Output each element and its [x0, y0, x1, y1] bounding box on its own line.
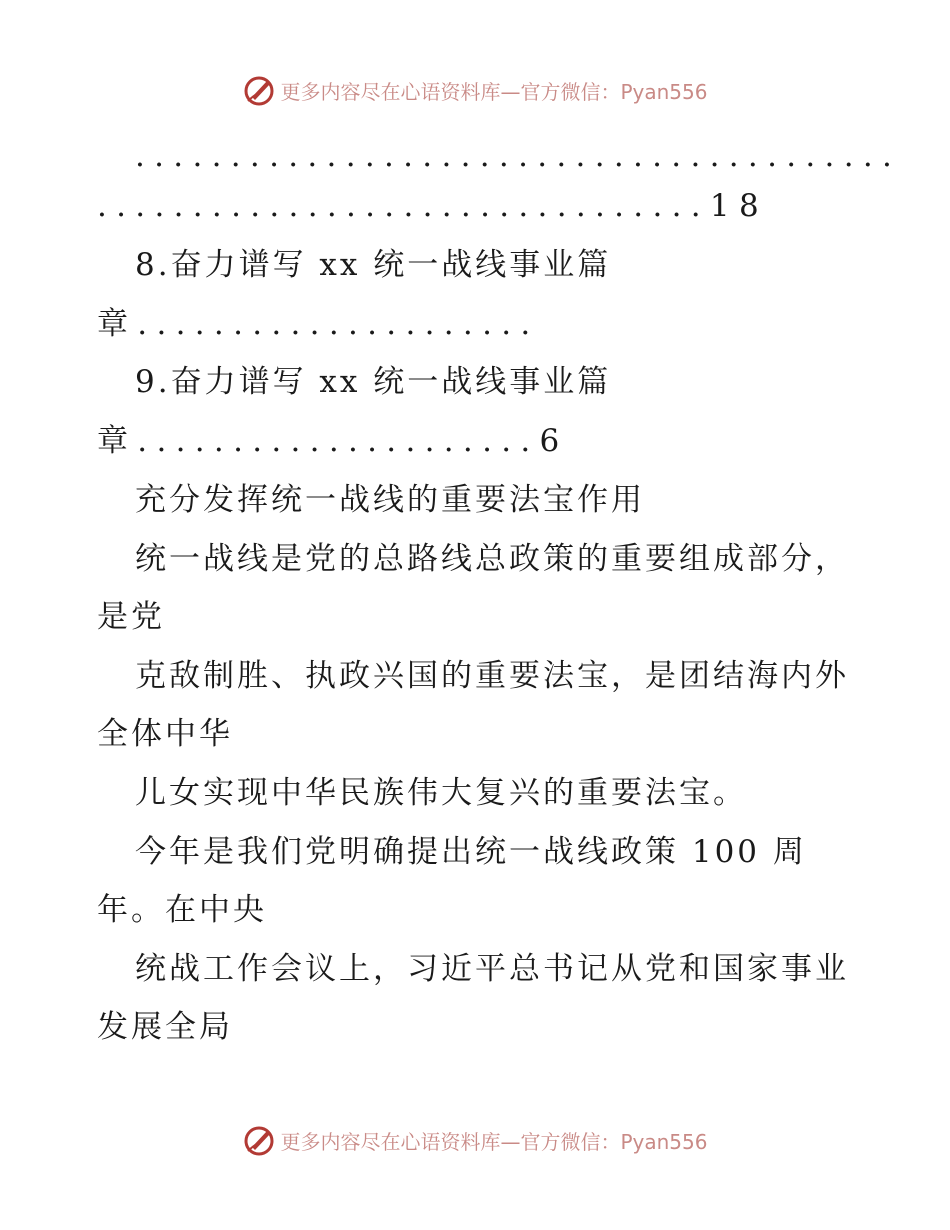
- paragraph-line: 克敌制胜、执政兴国的重要法宝，是团结海内外: [135, 658, 849, 694]
- section-heading: 充分发挥统一战线的重要法宝作用: [135, 482, 645, 518]
- footer-promo-text: 更多内容尽在心语资料库—官方微信：Pyan556: [280, 1129, 708, 1154]
- toc-dot-leader-page: ................................18: [97, 188, 768, 224]
- toc-entry-9: 9.奋力谱写 xx 统一战线事业篇: [135, 364, 612, 400]
- paragraph-line: 统战工作会议上，习近平总书记从党和国家事业: [135, 951, 849, 987]
- paragraph-line: 今年是我们党明确提出统一战线政策 100 周: [135, 834, 807, 870]
- toc-entry-8-leader: 章.....................: [97, 306, 540, 342]
- paragraph-line: 发展全局: [97, 1009, 233, 1045]
- paragraph-line: 儿女实现中华民族伟大复兴的重要法宝。: [135, 775, 747, 811]
- toc-dot-leader-line: ........................................: [135, 138, 902, 174]
- footer-banner: [0, 1120, 950, 1160]
- header-promo-text: 更多内容尽在心语资料库—官方微信：Pyan556: [280, 79, 708, 104]
- paragraph-line: 统一战线是党的总路线总政策的重要组成部分，: [135, 541, 849, 577]
- pen-logo-icon: [242, 1123, 276, 1157]
- header-banner: [0, 70, 950, 110]
- toc-entry-8: 8.奋力谱写 xx 统一战线事业篇: [135, 247, 612, 283]
- toc-entry-9-leader: 章.....................6: [97, 423, 569, 459]
- paragraph-line: 全体中华: [97, 716, 233, 752]
- paragraph-line: 年。在中央: [97, 892, 267, 928]
- pen-logo-icon: [242, 73, 276, 107]
- paragraph-line: 是党: [97, 599, 165, 635]
